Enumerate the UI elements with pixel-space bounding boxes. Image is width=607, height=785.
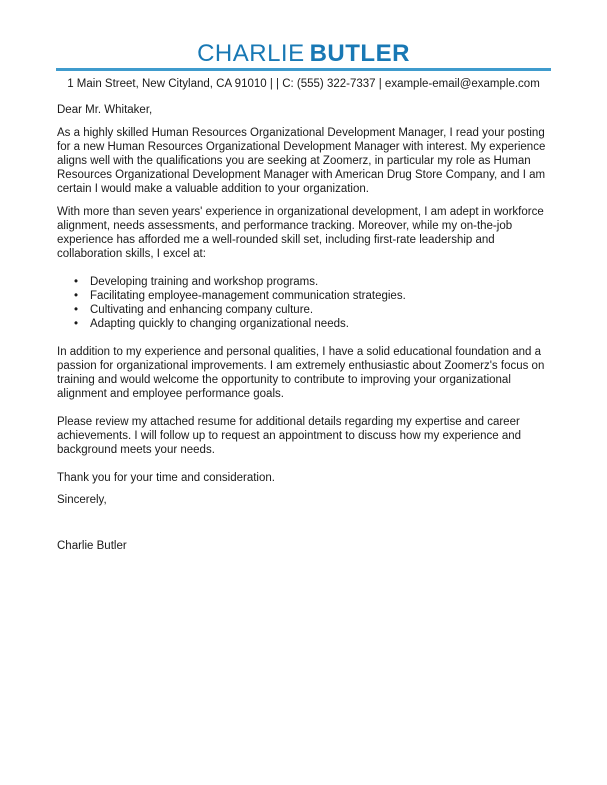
- list-item: [74, 303, 548, 317]
- skills-list: [57, 275, 548, 331]
- list-item: [74, 317, 548, 331]
- candidate-first-name: CHARLIE: [197, 40, 305, 67]
- candidate-name: [0, 40, 607, 68]
- letter-header: [0, 0, 607, 91]
- paragraph-education: In addition to my experience and personal qualities, I have a solid educational foundation and a passion for organizational improvements. I am extremely enthusiastic about Zoomerz's focus on training and would welcome the opportunity to contribute to improving your organizational alignment and employee performance goals.: [57, 345, 545, 400]
- valediction: Sincerely,: [57, 493, 107, 506]
- list-item-text: Developing training and workshop programs.: [90, 275, 319, 288]
- paragraph-thanks: Thank you for your time and consideration.: [57, 471, 275, 484]
- bullet-icon: •: [74, 317, 79, 330]
- bullet-icon: •: [74, 289, 79, 302]
- paragraph-intro: As a highly skilled Human Resources Organizational Development Manager, I read your posting for a new Human Resources Organizational Development Manager with interest. My experience aligns well with the qualifications you are seeking at Zoomerz, in particular my role as Human Resources Organizational Development Manager with American Drug Store Company, and I am certain I would make a valuable addition to your organization.: [57, 126, 546, 195]
- list-item: [74, 289, 548, 303]
- list-item-text: Facilitating employee-management communication strategies.: [90, 289, 406, 302]
- signature-name: Charlie Butler: [57, 539, 127, 552]
- paragraph-resume-followup: Please review my attached resume for additional details regarding my expertise and career achievements. I will follow up to request an appointment to discuss how my experience and background meets your needs.: [57, 415, 522, 456]
- list-item-text: Cultivating and enhancing company culture.: [90, 303, 314, 316]
- contact-info: 1 Main Street, New Cityland, CA 91010 | | C: (555) 322-7337 | example-email@example.com: [67, 77, 540, 90]
- bullet-icon: •: [74, 303, 79, 316]
- letter-body: [57, 103, 548, 553]
- candidate-last-name: BUTLER: [309, 40, 410, 67]
- bullet-icon: •: [74, 275, 79, 288]
- header-divider: [56, 68, 551, 71]
- paragraph-experience: With more than seven years' experience in organizational development, I am adept in workforce alignment, needs assessments, and performance tracking. Moreover, while my on-the-job experience has afforded me a well-rounded skill set, including first-rate leadership and collaboration skills, I excel at:: [57, 205, 544, 260]
- list-item-text: Adapting quickly to changing organizational needs.: [90, 317, 349, 330]
- list-item: [74, 275, 548, 289]
- salutation: Dear Mr. Whitaker,: [57, 103, 153, 116]
